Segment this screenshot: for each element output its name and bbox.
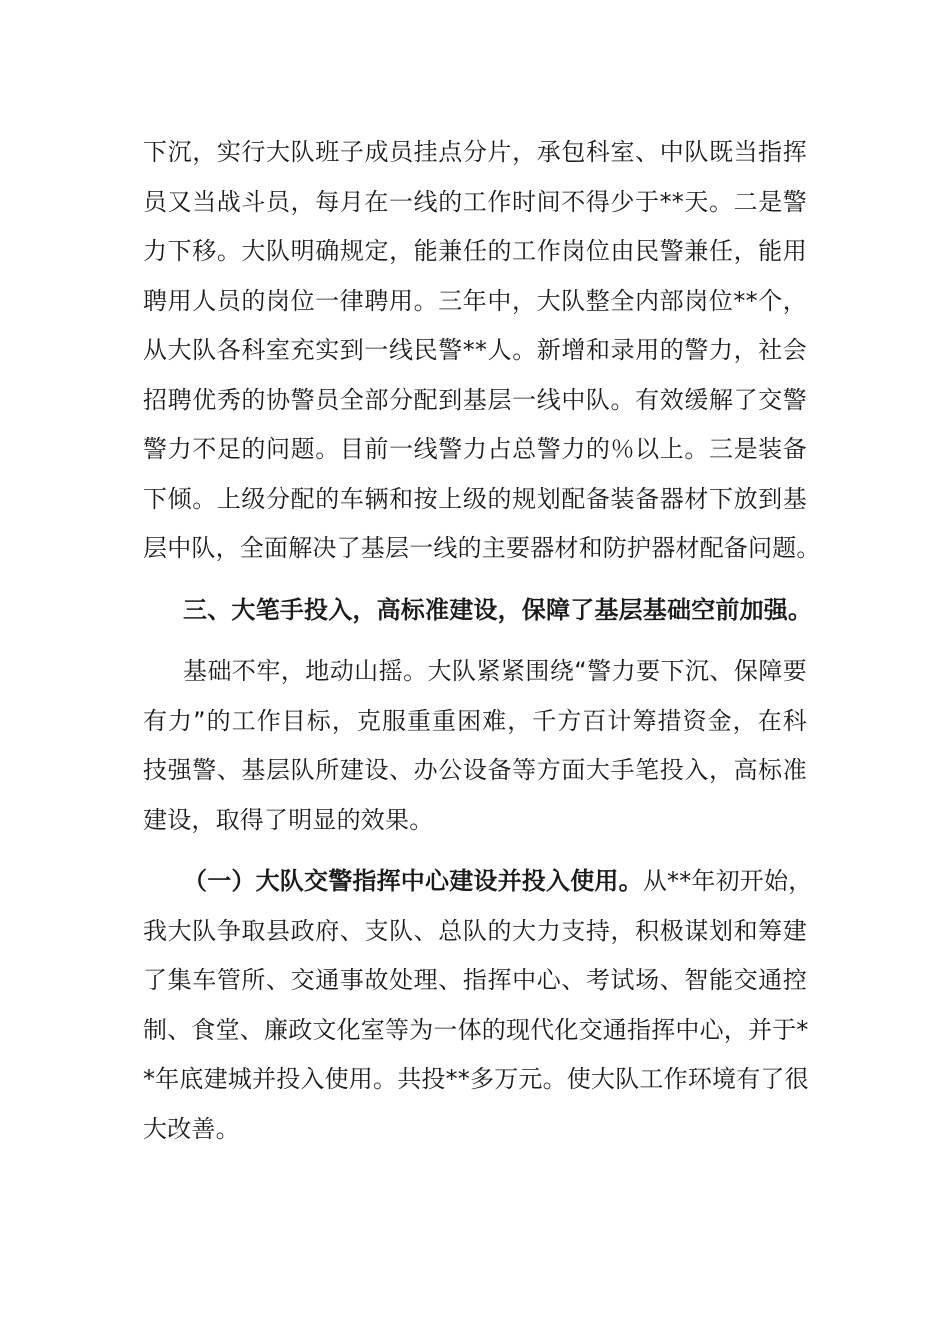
document-page (143, 128, 821, 1154)
text-line: 力下移。大队明确规定，能兼任的工作岗位由民警兼任，能用 (143, 237, 807, 265)
text-line: 层中队，全面解决了基层一线的主要器材和防护器材配备问题。 (143, 534, 821, 562)
text-line: 技强警、基层队所建设、办公设备等方面大手笔投入，高标准 (143, 756, 807, 784)
text-line: 招聘优秀的协警员全部分配到基层一线中队。有效缓解了交警 (143, 385, 807, 414)
text-line: 基础不牢，地动山摇。大队紧紧围绕“警力要下沉、保障要 (183, 657, 807, 685)
text-line: 下倾。上级分配的车辆和按上级的规划配备装备器材下放到基 (143, 484, 807, 513)
text-line: 制、食堂、廉政文化室等为一体的现代化交通指挥中心，并于* (143, 1015, 809, 1044)
text-line: 员又当战斗员，每月在一线的工作时间不得少于**天。二是警 (143, 187, 807, 216)
text-line (143, 857, 813, 907)
text-line: 有力”的工作目标，克服重重困难，千方百计筹措资金，在科 (143, 706, 807, 735)
text-line: 建设，取得了明显的效果。 (143, 805, 434, 834)
text-line: 大改善。 (143, 1114, 240, 1143)
subsection-heading: （一）大队交警指挥中心建设并投入使用。 (183, 867, 643, 895)
text-line: 下沉，实行大队班子成员挂点分片，承包科室、中队既当指挥 (143, 138, 807, 166)
section-heading: 三、大笔手投入，高标准建设，保障了基层基础空前加强。 (183, 595, 813, 624)
paragraph-1 (143, 128, 821, 574)
text-line: *年底建城并投入使用。共投**多万元。使大队工作环境有了很 (143, 1065, 809, 1093)
text-line: 警力不足的问题。目前一线警力占总警力的％以上。三是装备 (143, 435, 807, 463)
text-line: 从大队各科室充实到一线民警**人。新增和录用的警力，社会 (143, 336, 807, 364)
text-line: 聘用人员的岗位一律聘用。三年中，大队整全内部岗位**个， (143, 286, 807, 315)
paragraph-2 (143, 647, 807, 845)
text-span: 从**年初开始， (642, 867, 813, 895)
text-line: 我大队争取县政府、支队、总队的大力支持，积极谋划和筹建 (143, 916, 807, 945)
text-line: 了集车管所、交通事故处理、指挥中心、考试场、智能交通控 (143, 966, 807, 994)
paragraph-3 (143, 857, 813, 1154)
